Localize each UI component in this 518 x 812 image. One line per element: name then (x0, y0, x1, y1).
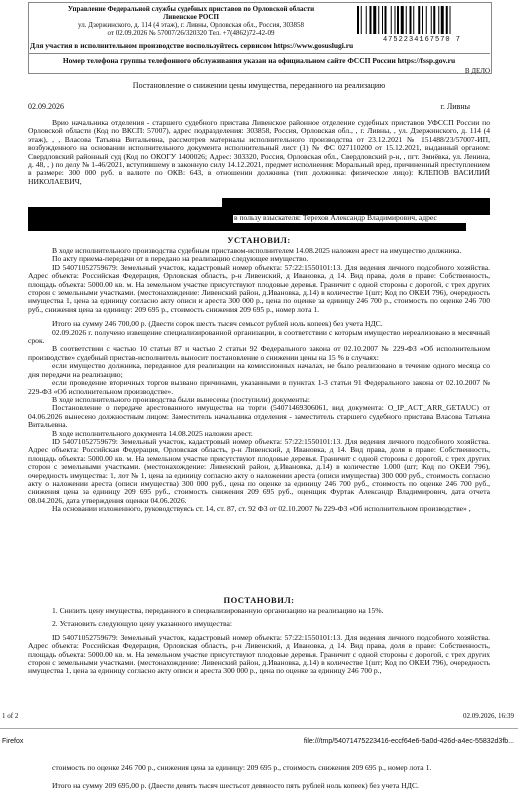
browser-name: Firefox (2, 738, 24, 745)
agency-name: Управление Федеральной службы судебных приставов по Орловской области (67, 5, 315, 13)
established-paragraph: если проведение вторичных торгов вызвано причинами, указанными в пунктах 1-3 статьи 91 Федерального закона от 02.10.2007 № 229-ФЗ «Об исполнительном производстве». (28, 378, 490, 396)
resolved-paragraph: 1. Снизить цену имущества, переданного в специализированную организацию на реализацию на 15%. (52, 606, 384, 615)
document-city: г. Ливны (440, 102, 470, 111)
page2-paragraph: стоимость по оценке 246 700 р., снижения цена за единицу: 209 695 р., стоимость снижения 209 695 р., номер лота 1. (52, 763, 432, 772)
redaction-bar (28, 215, 233, 223)
barcode-bar (357, 6, 359, 34)
barcode-bar (422, 6, 423, 34)
established-paragraph: В соответствии с частью 10 статьи 87 и частью 2 статьи 92 Федерального закона от 02.10.2007 № 229-ФЗ «Об исполнительном производстве» судебный пристав-исполнитель выносит постановление о снижении цены на 15 % в случаях: (28, 344, 490, 362)
intro-paragraph (28, 119, 490, 186)
gosuslugi-notice: Для участия в исполнительном производстве воспользуйтесь сервисом https://www.gosuslugi.ru (30, 41, 354, 50)
print-timestamp: 02.09.2026, 16:39 (463, 712, 514, 720)
document-date: 02.09.2026 (28, 102, 64, 111)
header-divider (28, 53, 490, 54)
barcode-bar (385, 6, 387, 34)
document-title: Постановление о снижении цены имущества, переданного на реализацию (132, 81, 386, 90)
established-paragraph: Итого на сумму 246 700,00 р. (Двести сорок шесть тысяч семьсот рублей ноль копеек) без учета НДС. (52, 319, 383, 329)
barcode-bar (401, 6, 404, 34)
redaction-bar (28, 223, 466, 231)
established-paragraph: 02.09.2026 г. получено извещение специализированной организации, в соответствии с которым имущество нереализовано в месячный срок. (28, 327, 490, 346)
page2-paragraph: Итого на сумму 209 695,00 р. (Двести девять тысяч шестьсот девяносто пять рублей ноль копеек) без учета НДС. (52, 781, 419, 791)
established-paragraph: ID 54071052759679: Земельный участок, кадастровый номер объекта: 57:22:1550101:13. Для ведения личного подсобного хозяйства. Адрес объекта: Российская Федерация, Орловская область, р-н Ливенский, д Ивановка, д 14. Вид права, доля в праве: Собственность, площадь объекта: 5000.00 кв. м. На земельном участке присутствуют плодовые деревья. Граничит с одной стороны с дорогой, с трех других сторон с земельными участками. (местонахождение: Ливенский район, д.Ивановка, д.14) в количестве 1.000 (шт; Код по ОКЕИ 796), очередность имущества: 1, лот № 1, цена за единицу согласно акту о наложении ареста (описи имущества) 300 000 руб., стоимость согласно акту о наложении ареста (описи имущества) 300 000 руб., цена по оценке за единицу 246 700 руб., стоимость по оценке 246 700 руб., снижения цена за единицу 209 695 руб., стоимость снижения 209 695 руб., оценщик Фуртак Александр Владимирович, дата отчета 08.04.2026, дата утверждения оценки 04.06.2026. (28, 436, 490, 505)
established-paragraph: В ходе исполнительного производства судебным приставом-исполнителем 14.08.2025 наложен арест на имущество должника. (52, 246, 462, 255)
barcode-bar (431, 6, 432, 34)
established-paragraph: если имущество должника, переданное для реализации на комиссионных началах, не было реализовано в течение одного месяца со дня передачи на реализацию; (28, 361, 490, 379)
barcode-bar (433, 6, 435, 34)
document-ids: от 02.09.2026 № 57007/26/320320 Тел. +7(4862)72-42-09 (107, 29, 275, 37)
barcode-bar (426, 6, 427, 34)
browser-url: file:///tmp/54071475223416-eccf64e6-5a0d-426d-a4ec-55832d3fb... (303, 738, 514, 745)
department-name: Ливенское РОСП (163, 13, 219, 21)
resolved-paragraph: 2. Установить следующую цену указанного имущества: (52, 619, 232, 629)
barcode-bar (361, 6, 362, 34)
page2-section (28, 764, 490, 791)
resolved-paragraph: ID 54071052759679: Земельный участок, кадастровый номер объекта: 57:22:1550101:13. Для ведения личного подсобного хозяйства. Адрес объекта: Российская Федерация, Орловская область, р-н Ливенский, д Ивановка, д 14. Вид права, доля в праве: Собственность, площадь объекта: 5000.00 кв. м. На земельном участке присутствуют плодовые деревья. Граничит с одной стороны с дорогой, с трех других сторон с земельными участками. (местонахождение: Ливенский район, д.Ивановка, д.14) в количестве 1(шт; Код по ОКЕИ 796), очередность имущества 1, цена за единицу согласно акту описи и ареста 300 000 р., цена по оценке за единицу 246 700 р., (28, 632, 490, 676)
barcode-bar (418, 6, 420, 34)
barcode-bar (373, 6, 376, 34)
barcode-bar (366, 6, 367, 34)
recipient-line (234, 214, 490, 222)
barcode-number: 4752234167570 7 (382, 36, 461, 44)
resolved-heading: ПОСТАНОВИЛ: (223, 595, 295, 605)
resolved-section (28, 607, 490, 676)
barcode-bar (450, 6, 451, 34)
established-paragraph: Постановление о передаче арестованного имущества на торги (54071469306061, вид документа: O_IP_ACT_ARR_GETAUC) от 04.06.2026 вынесено должностным лицом: Заместитель начальника отделения - заместитель старшего судебного пристава Власова Татьяна Витальевна. (28, 403, 490, 430)
established-section (28, 247, 490, 514)
barcode-bar (391, 6, 392, 34)
redaction-bar (222, 198, 490, 207)
barcode-bar (413, 6, 414, 34)
established-paragraph: ID 54071052759679: Земельный участок, кадастровый номер объекта: 57:22:1550101:13. Для ведения личного подсобного хозяйства. Адрес объекта: Российская Федерация, Орловская область, р-н Ливенский, д Ивановка, д 14. Вид права, доля в праве: Собственность, площадь объекта: 5000.00 кв. м. На земельном участке присутствуют плодовые деревья. Граничит с одной стороны с дорогой, с трех других сторон с земельными участками. (местонахождение: Ливенский район, д.Ивановка, д.14) в количестве 1(шт; Код по ОКЕИ 796), очередность имущества 1, цена за единицу согласно акту описи и ареста 300 000 р., цена по оценке за единицу 246 700 р., стоимость по оценке 246 700 руб., снижения цена за единицу: 209 695 р., стоимость снижения 209 695 р., номер лота 1. (28, 262, 490, 314)
established-paragraph: На основании изложенного, руководствуясь ст. 14, ст. 87, ст. 92 ФЗ от 02.10.2007 № 229-ФЗ «Об исполнительном производстве» , (52, 504, 471, 514)
barcode-bar (370, 6, 372, 34)
established-paragraph: По акту приема-передачи от в передано на реализацию следующее имущество. (52, 254, 309, 264)
barcode (356, 6, 486, 34)
page-divider (0, 728, 518, 729)
vdelo-mark: В ДЕЛО (464, 67, 490, 75)
barcode-bar (441, 6, 444, 34)
barcode-bar (378, 6, 379, 34)
recipient-text: в пользу взыскателя: Терехов Александр Владимирович, адрес (234, 213, 437, 222)
page-counter: 1 of 2 (2, 712, 19, 720)
established-heading: УСТАНОВИЛ: (227, 235, 291, 245)
barcode-bar (397, 6, 399, 34)
intro-text: Врио начальника отделения - старшего судебного пристава Ливенское районное отделение судебных приставов УФССП России по Орловской области (Код по ВКСП: 57007), адрес подразделения: 303858, Россия, Орловская обл., , г. Ливны, , ул. Дзержинского, д. 114 (4 этаж), , , Власова Татьяна Витальевна, рассмотрев материалы исполнительного производства от 23.12.2021 № 151488/23/57007-ИП, возбужденного на основании исполнительного документа исполнительный лист (1) № ФС 027110200 от 15.12.2021, выданный органом: Свердловский районный суд (Код по ОКОГУ 1400026; Адрес: 303320, Россия, Орловская обл., Свердловский р-н, , пгт. Змиёвка, ул. Ленина, д. 48, , ) по делу № 1-46/2021, вступившему в законную силу 14.12.2021, предмет исполнения: Моральный вред, причиненный преступлением в размере: 300 000 руб. в валюте по ОКВ: 643, в отношении должника (тип должника: физическое лицо): КЛЕПОВ ВАСИЛИЙ НИКОЛАЕВИЧ, (28, 118, 490, 186)
department-address: ул. Дзержинского, д. 114 (4 этаж), г. Ливны, Орловская обл., Россия, 303858 (78, 21, 304, 29)
established-paragraph: В ходе исполнительного производства были вынесены (поступили) документы: (52, 394, 310, 404)
barcode-bar (438, 6, 439, 34)
barcode-bar (406, 6, 407, 34)
established-paragraph: В ходе исполнительного документа 14.08.2025 наложен арест. (52, 428, 253, 438)
barcode-bar (395, 6, 396, 34)
barcode-bar (382, 6, 383, 34)
barcode-bar (410, 6, 412, 34)
barcode-bar (446, 6, 448, 34)
phone-notice: Номер телефона группы телефонного обслуживания указан на официальном сайте ФССП России https://fssp.gov.ru (62, 56, 456, 65)
